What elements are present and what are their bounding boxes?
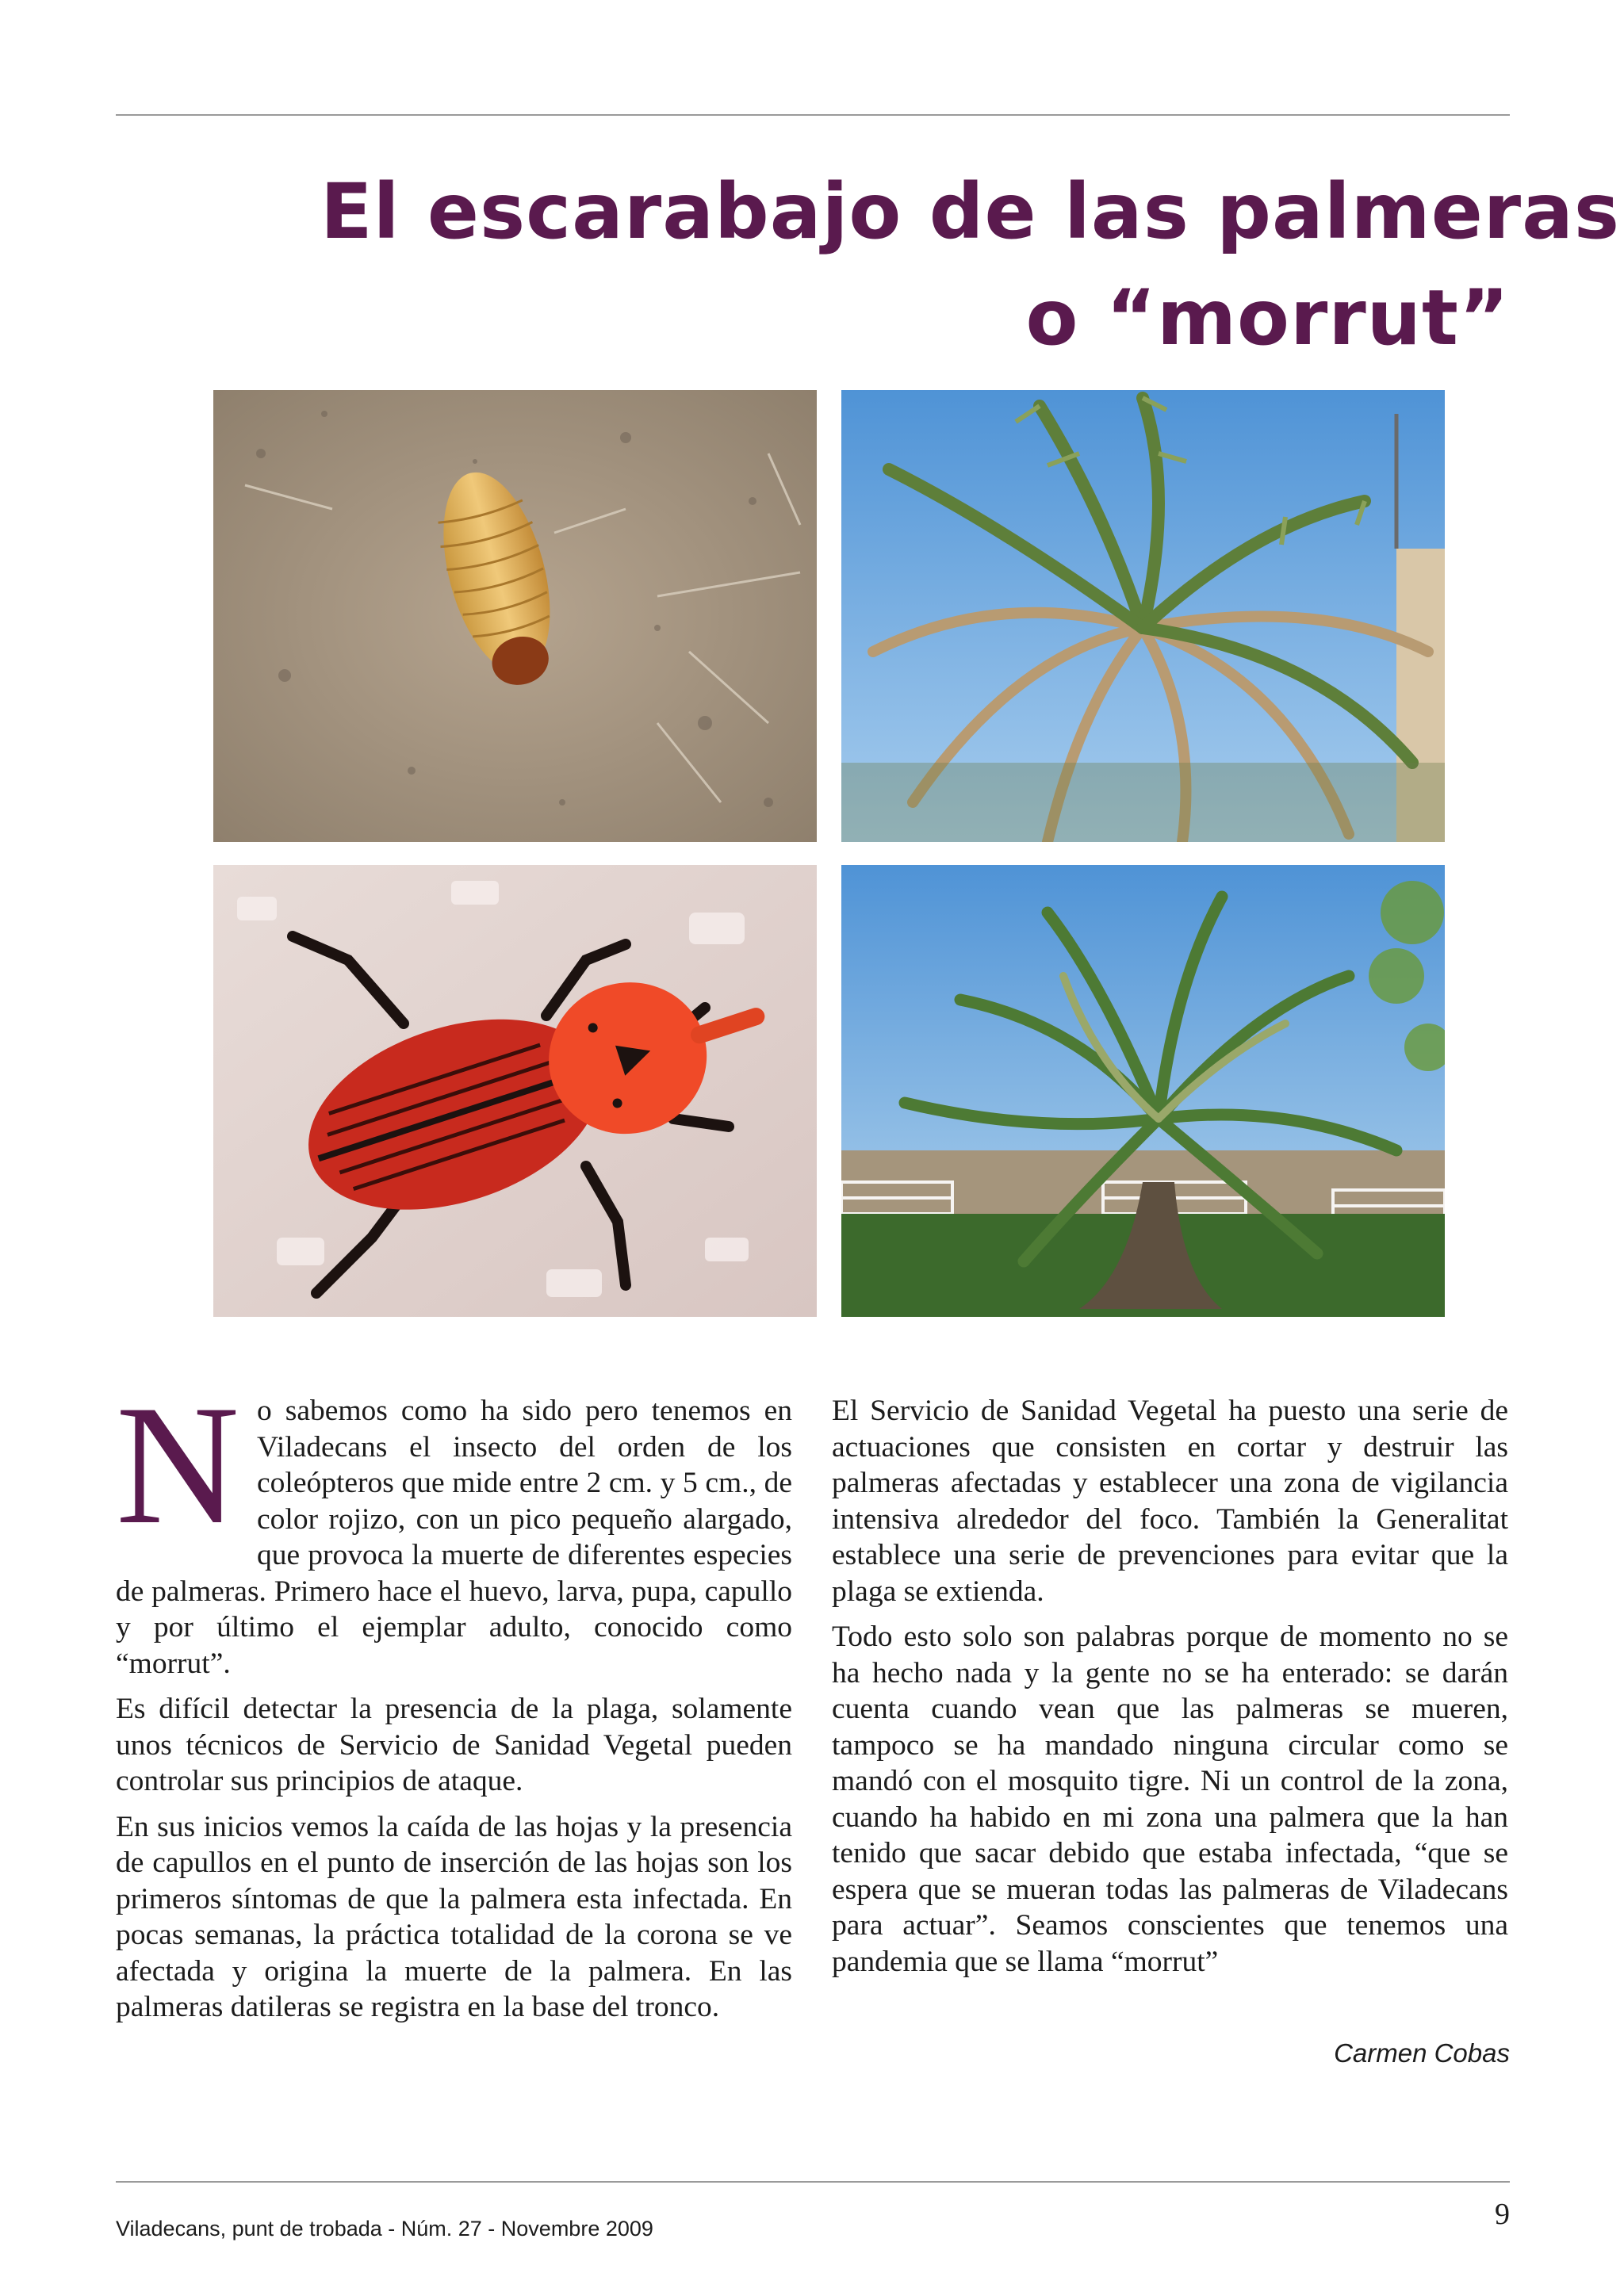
damaged-palm-photo (841, 390, 1445, 842)
drop-cap: N (116, 1370, 239, 1559)
article-left-column (116, 1370, 792, 2035)
top-rule (116, 114, 1510, 116)
palm-tree-garden-photo (841, 865, 1445, 1317)
article-paragraph: El Servicio de Sanidad Vegetal ha puesto una serie de actuaciones que consisten en cortar y destruir las palmeras afectadas y establecer una zona de vigilancia intensiva alrededor del foco. También la Generalitat establece una serie de prevenciones para evitar que la plaga se extienda. (832, 1395, 1508, 1608)
article-paragraph (116, 1370, 792, 1682)
larva-photo (213, 390, 817, 842)
article-paragraph: Es difícil detectar la presencia de la plaga, solamente unos técnicos de Servicio de Sanidad Vegetal pueden controlar sus principios de ataque. (116, 1693, 792, 1797)
title-line-1: El escarabajo de las palmeras (320, 167, 1621, 256)
page-number: 9 (1495, 2198, 1510, 2231)
article-paragraph: En sus inicios vemos la caída de las hojas y la presencia de capullos en el punto de inserción de las hojas son los primeros síntomas de que la palmera esta infectada. En pocas semanas, la práctica totalidad de la corona se ve afectada y origina la muerte de la palmera. En las palmeras datileras se registra en la base del tronco. (116, 1810, 792, 2023)
bottom-rule (116, 2181, 1510, 2183)
author-signature: Carmen Cobas (1334, 2038, 1510, 2068)
paragraph-text: o sabemos como ha sido pero tenemos en Viladecans el insecto del orden de los coleópteros que mide entre 2 cm. y 5 cm., de color rojizo, con un pico pequeño alargado, que provoca la muerte de diferentes especies de palmeras. Primero hace el huevo, larva, pupa, capullo y por último el ejemplar adulto, conocido como “morrut”. (116, 1395, 792, 1680)
title-line-2: o “morrut” (1025, 274, 1510, 362)
red-palm-weevil-photo (213, 865, 817, 1317)
footer-publication: Viladecans, punt de trobada - Núm. 27 - Novembre 2009 (116, 2217, 653, 2241)
article-title (320, 159, 1621, 371)
article-paragraph: Todo esto solo son palabras porque de momento no se ha hecho nada y la gente no se ha enterado: se darán cuenta cuando vean que las palmeras se mueren, tampoco se ha mandado ninguna circular como se mandó con el mosquito tigre. Ni un control de la zona, cuando ha habido en mi zona una palmera que la han tenido que sacar debido que estaba infectada, “que se espera que se mueran todas las palmeras de Viladecans para actuar”. Seamos conscientes que tenemos una pandemia que se llama “morrut” (832, 1621, 1508, 1978)
article-right-column (832, 1393, 1508, 1989)
